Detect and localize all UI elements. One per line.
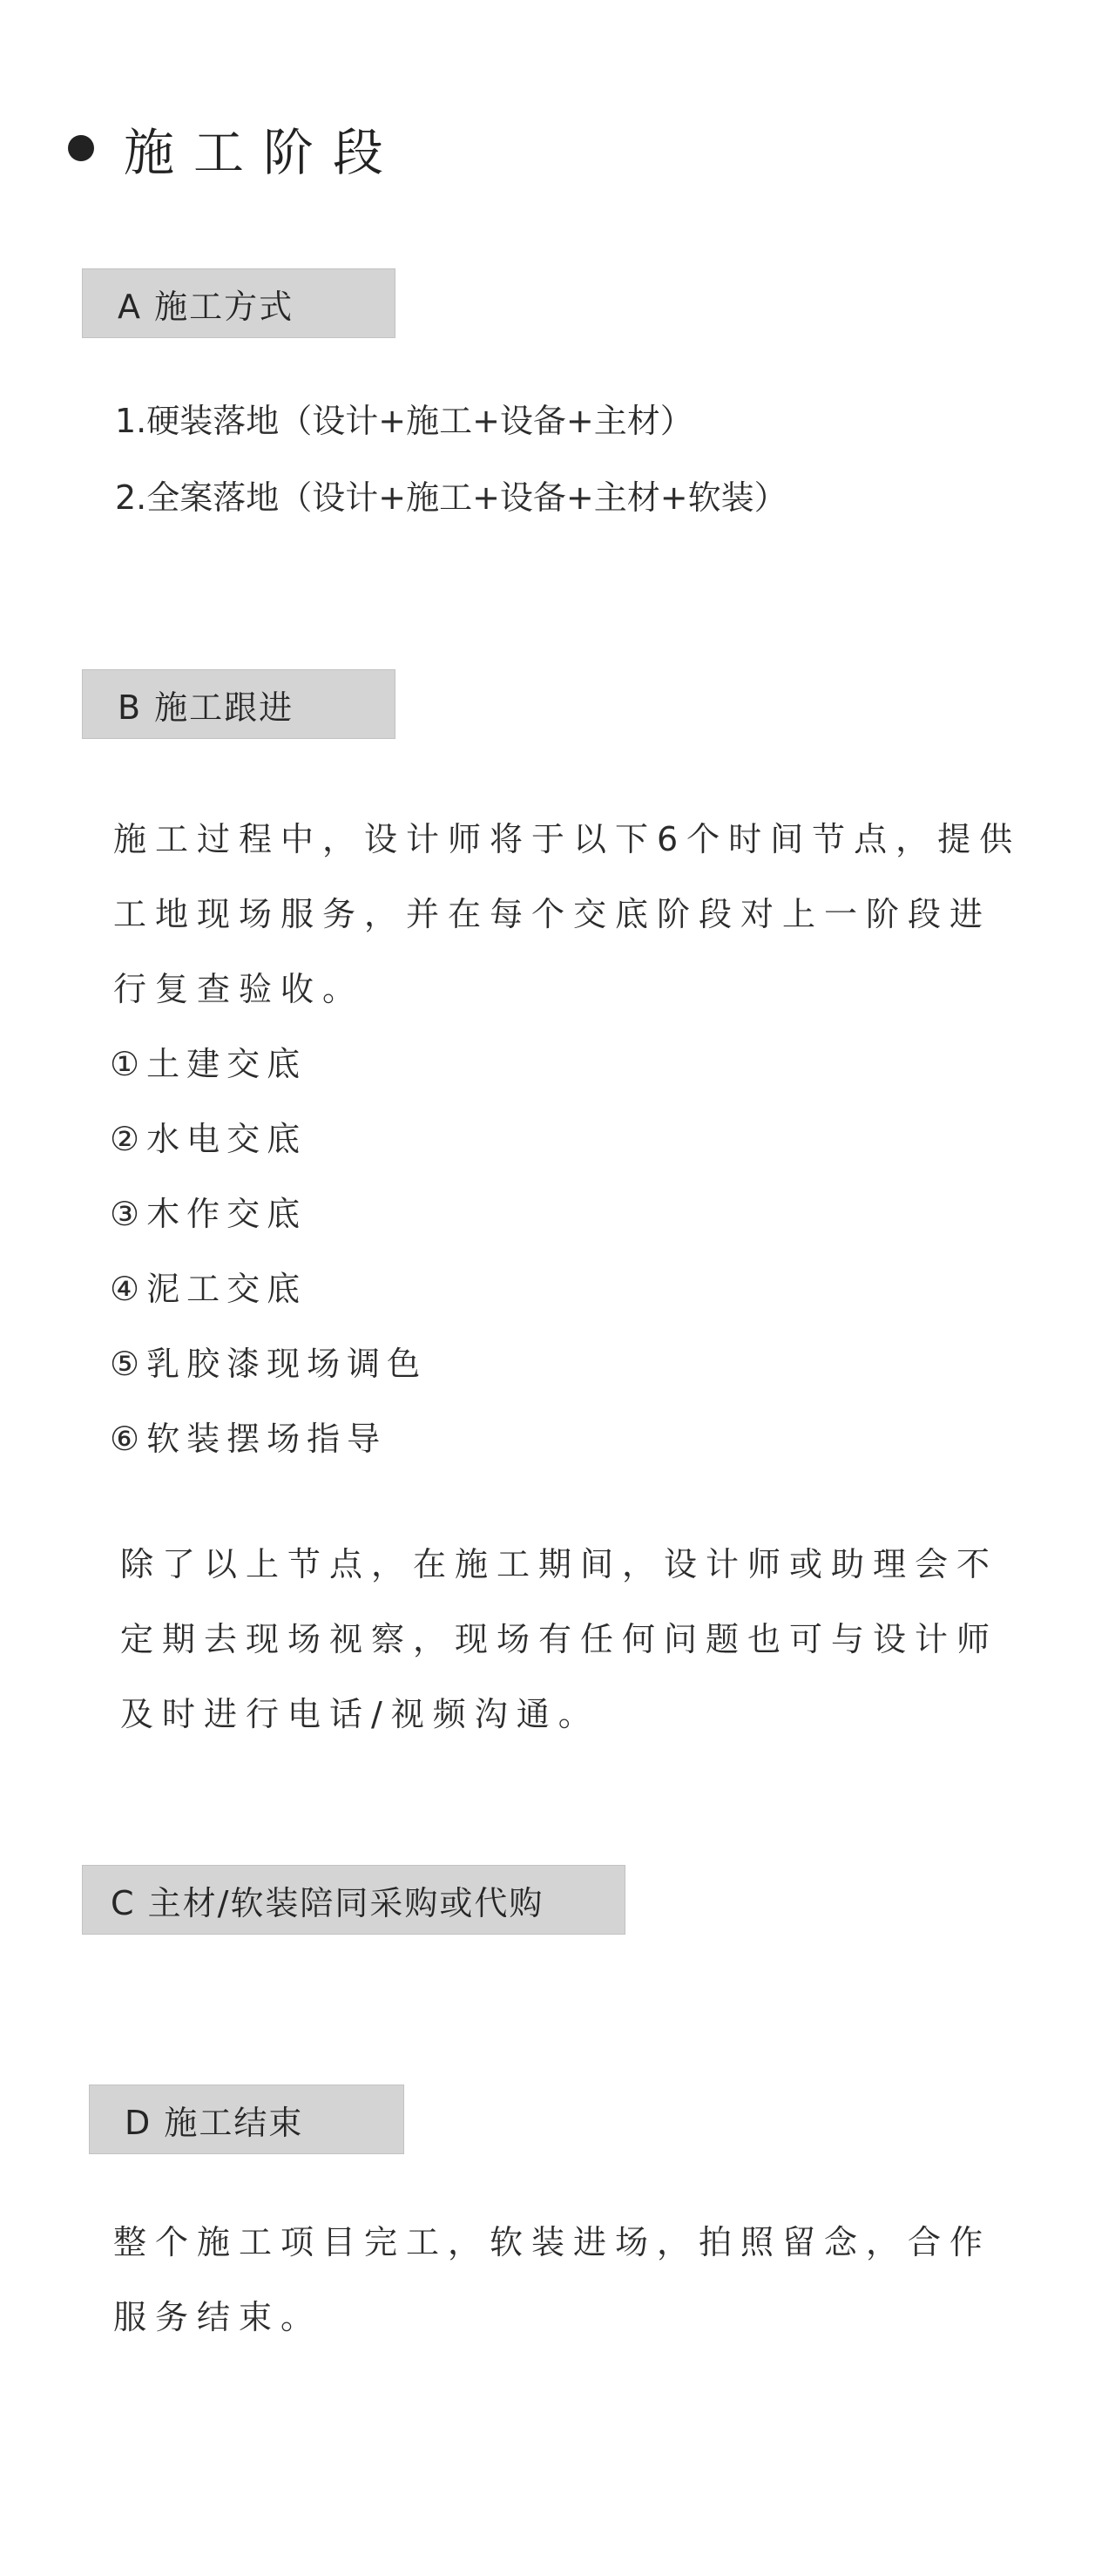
list-item: ⑥软装摆场指导 <box>110 1420 388 1458</box>
list-item: ①土建交底 <box>110 1045 307 1083</box>
section-c-label: C 主材/软装陪同采购或代购 <box>82 1865 625 1935</box>
list-item: ③木作交底 <box>110 1195 307 1233</box>
section-b-note: 除了以上节点，在施工期间，设计师或助理会不定期去现场视察，现场有任何问题也可与设计师及时进行电话/视频沟通。 <box>120 1545 999 1733</box>
section-d-label: D 施工结束 <box>89 2085 404 2154</box>
section-b-label: B 施工跟进 <box>82 669 395 739</box>
list-item: ⑤乳胶漆现场调色 <box>110 1345 428 1383</box>
section-b-node-list <box>110 1027 427 1476</box>
page-title: 施工阶段 <box>124 123 403 182</box>
section-a-item-2: 2.全案落地（设计+施工+设备+主材+软装） <box>115 478 787 517</box>
bullet-icon <box>68 135 94 161</box>
list-item: ④泥工交底 <box>110 1270 307 1308</box>
section-b-intro: 施工过程中，设计师将于以下6个时间节点，提供工地现场服务，并在每个交底阶段对上一阶段进行复查验收。 <box>113 820 1022 1008</box>
section-a-label: A 施工方式 <box>82 268 395 338</box>
section-d-text: 整个施工项目完工，软装进场，拍照留念，合作服务结束。 <box>113 2223 992 2336</box>
page-header <box>68 112 402 185</box>
section-a-item-1: 1.硬装落地（设计+施工+设备+主材） <box>115 402 693 440</box>
list-item: ②水电交底 <box>110 1120 307 1158</box>
